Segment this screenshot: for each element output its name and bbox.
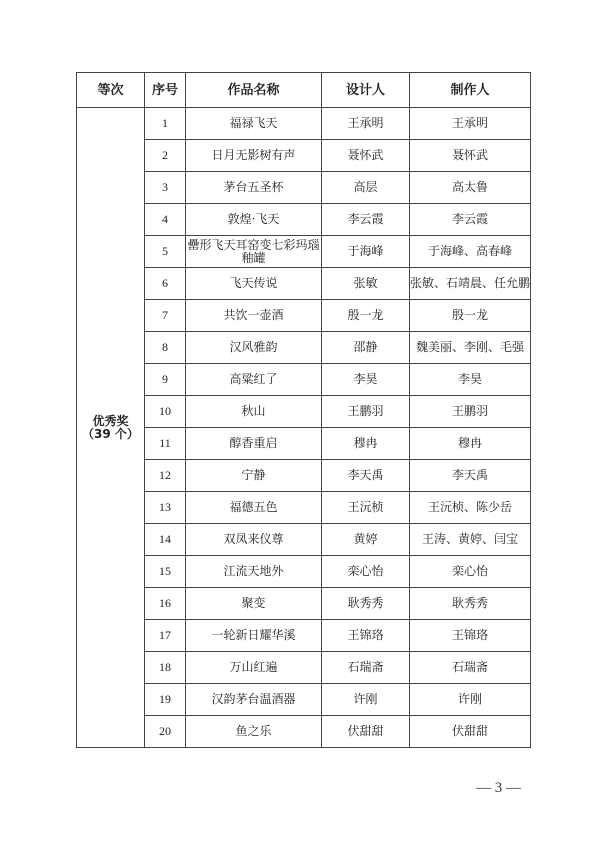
cell-work-name: 汉风雅韵: [186, 332, 322, 364]
cell-work-name: 汉韵茅台温酒器: [186, 684, 322, 716]
cell-no: 10: [145, 396, 186, 428]
cell-no: 18: [145, 652, 186, 684]
cell-maker: 耿秀秀: [410, 588, 531, 620]
cell-maker: 栾心怡: [410, 556, 531, 588]
cell-designer: 王鹏羽: [322, 396, 410, 428]
table-row: [77, 364, 531, 396]
cell-work-name: 日月无影树有声: [186, 140, 322, 172]
cell-designer: 黄婷: [322, 524, 410, 556]
cell-maker: 王沅桢、陈少岳: [410, 492, 531, 524]
table-row: [77, 492, 531, 524]
page-number: — 3 —: [476, 780, 521, 796]
cell-designer: 伏甜甜: [322, 716, 410, 748]
grade-count: （39 个）: [82, 426, 139, 441]
cell-no: 1: [145, 108, 186, 140]
table-row: [77, 428, 531, 460]
cell-maker: 魏美丽、李刚、毛强: [410, 332, 531, 364]
table-row: [77, 108, 531, 140]
header-maker: 制作人: [410, 73, 531, 108]
cell-maker: 殷一龙: [410, 300, 531, 332]
table-row: [77, 140, 531, 172]
cell-work-name: 聚变: [186, 588, 322, 620]
cell-maker: 王鹏羽: [410, 396, 531, 428]
table-row: [77, 716, 531, 748]
cell-maker: 许刚: [410, 684, 531, 716]
cell-designer: 殷一龙: [322, 300, 410, 332]
cell-maker: 李天禹: [410, 460, 531, 492]
cell-work-name: 江流天地外: [186, 556, 322, 588]
cell-no: 5: [145, 236, 186, 268]
cell-designer: 许刚: [322, 684, 410, 716]
cell-work-name: 醇香重启: [186, 428, 322, 460]
cell-work-name: 福禄飞天: [186, 108, 322, 140]
cell-work-name: 高粱红了: [186, 364, 322, 396]
cell-work-name: 万山红遍: [186, 652, 322, 684]
table-row: [77, 268, 531, 300]
cell-no: 19: [145, 684, 186, 716]
cell-maker: 王涛、黄婷、闫宝: [410, 524, 531, 556]
cell-designer: 石瑞斋: [322, 652, 410, 684]
cell-maker: 高太鲁: [410, 172, 531, 204]
cell-work-name: 鱼之乐: [186, 716, 322, 748]
header-designer: 设计人: [322, 73, 410, 108]
table-row: [77, 556, 531, 588]
cell-maker: 李昊: [410, 364, 531, 396]
cell-designer: 王承明: [322, 108, 410, 140]
table-row: [77, 684, 531, 716]
header-grade: 等次: [77, 73, 145, 108]
cell-work-name: 茅台五圣杯: [186, 172, 322, 204]
table-row: [77, 588, 531, 620]
cell-no: 3: [145, 172, 186, 204]
cell-designer: 穆冉: [322, 428, 410, 460]
table-row: [77, 396, 531, 428]
cell-maker: 王锦珞: [410, 620, 531, 652]
cell-designer: 王沅桢: [322, 492, 410, 524]
cell-work-name: 福德五色: [186, 492, 322, 524]
cell-work-name: 共饮一壶酒: [186, 300, 322, 332]
cell-designer: 王锦珞: [322, 620, 410, 652]
cell-maker: 李云霞: [410, 204, 531, 236]
cell-maker: 穆冉: [410, 428, 531, 460]
cell-designer: 李云霞: [322, 204, 410, 236]
table-row: [77, 236, 531, 268]
table-row: [77, 332, 531, 364]
cell-no: 15: [145, 556, 186, 588]
cell-work-name: 敦煌·飞天: [186, 204, 322, 236]
cell-work-name: 飞天传说: [186, 268, 322, 300]
cell-no: 8: [145, 332, 186, 364]
cell-maker: 王承明: [410, 108, 531, 140]
cell-designer: 高层: [322, 172, 410, 204]
cell-no: 7: [145, 300, 186, 332]
table-row: [77, 524, 531, 556]
cell-work-name: 罍形飞天耳窑变七彩玛瑙釉罐: [186, 236, 322, 268]
cell-no: 14: [145, 524, 186, 556]
cell-work-name: 宁静: [186, 460, 322, 492]
cell-no: 9: [145, 364, 186, 396]
cell-maker: 于海峰、高春峰: [410, 236, 531, 268]
cell-maker: 张敏、石靖晨、任允鹏: [410, 268, 531, 300]
cell-designer: 邵静: [322, 332, 410, 364]
cell-no: 11: [145, 428, 186, 460]
grade-label: 优秀奖: [92, 413, 129, 428]
cell-maker: 聂怀武: [410, 140, 531, 172]
table-row: [77, 172, 531, 204]
cell-maker: 伏甜甜: [410, 716, 531, 748]
cell-no: 6: [145, 268, 186, 300]
cell-designer: 聂怀武: [322, 140, 410, 172]
table-row: [77, 460, 531, 492]
cell-no: 4: [145, 204, 186, 236]
cell-designer: 李昊: [322, 364, 410, 396]
table-row: [77, 204, 531, 236]
header-no: 序号: [145, 73, 186, 108]
header-row: [77, 73, 531, 108]
header-work-name: 作品名称: [186, 73, 322, 108]
cell-maker: 石瑞斋: [410, 652, 531, 684]
table-row: [77, 652, 531, 684]
table-row: [77, 300, 531, 332]
cell-no: 17: [145, 620, 186, 652]
cell-no: 13: [145, 492, 186, 524]
cell-work-name: 双凤来仪尊: [186, 524, 322, 556]
cell-designer: 耿秀秀: [322, 588, 410, 620]
cell-designer: 李天禹: [322, 460, 410, 492]
cell-no: 2: [145, 140, 186, 172]
cell-no: 12: [145, 460, 186, 492]
grade-cell: [77, 108, 145, 748]
award-table: [76, 72, 531, 748]
cell-work-name: 秋山: [186, 396, 322, 428]
cell-work-name: 一轮新日耀华溪: [186, 620, 322, 652]
cell-no: 20: [145, 716, 186, 748]
cell-designer: 栾心怡: [322, 556, 410, 588]
table-row: [77, 620, 531, 652]
cell-designer: 于海峰: [322, 236, 410, 268]
cell-designer: 张敏: [322, 268, 410, 300]
cell-no: 16: [145, 588, 186, 620]
